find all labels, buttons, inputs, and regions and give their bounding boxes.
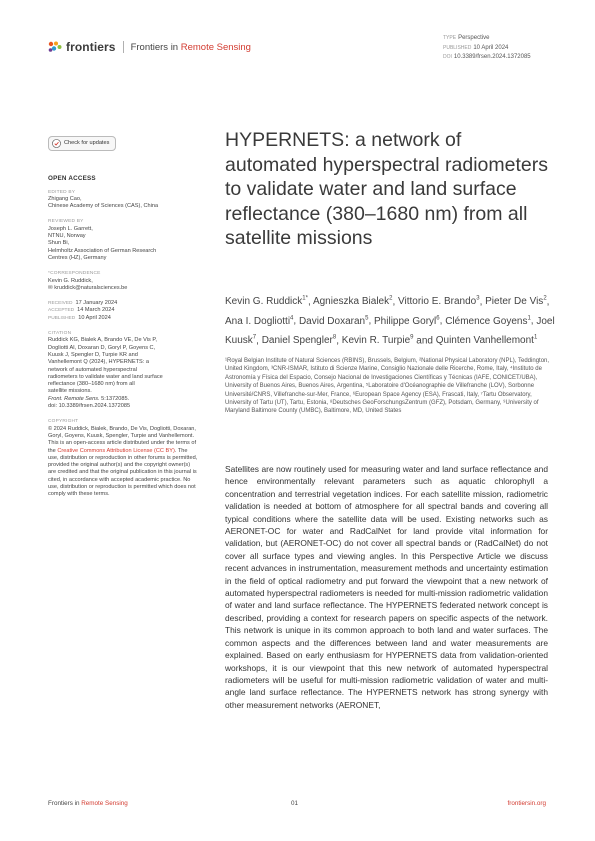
page-number: 01 xyxy=(291,800,299,807)
author-name: Clémence Goyens xyxy=(445,315,528,327)
journal-prefix: Frontiers in xyxy=(130,41,181,53)
citation-line: network of automated hyperspectral xyxy=(48,366,137,373)
reviewer-name: Shun Bi, xyxy=(48,240,70,247)
edited-by xyxy=(48,196,198,211)
author-name: Daniel Spengler xyxy=(261,334,333,346)
affiliations: ¹Royal Belgian Institute of Natural Sciences (RBINS), Brussels, Belgium, ²National Physical Laboratory (NPL), Teddington, United Kingdom, ³CNR-ISMAR, Istituto di Scienze Marine, Consiglio Nazionale delle Ricerche, Rome, Italy, ⁴Instituto de Astronomía y Física del Espacio, Consejo Nacional de Investigaciones Científicas y Técnicas (IAFE, CONICET/UBA), University of Buenos Aires, Buenos Aires, Argentina, ⁵Laboratoire d'Océanographie de Villefranche (LOV), Sorbonne Université/CNRS, Villefranche-sur-Mer, France, ⁶European Space Agency (ESA), Frascati, Italy, ⁷Tartu Observatory, University of Tartu (UT), Tartu, Estonia, ⁸Deutsches GeoForschungsZentrum (GFZ), Potsdam, Germany, ⁹University of Maryland Baltimore County (UMBC), Baltimore, MD, United States xyxy=(225,358,550,415)
frontiers-logo-icon xyxy=(48,41,62,53)
citation-label: CITATION xyxy=(48,331,72,337)
reviewer-affiliation: Centres (HZ), Germany xyxy=(48,254,107,261)
author-affiliation-marker: 1* xyxy=(302,296,308,302)
reviewer-affiliation: Helmholtz Association of German Research xyxy=(48,247,157,254)
copyright-text xyxy=(48,426,198,499)
edited-by-label: EDITED BY xyxy=(48,189,76,195)
abstract: Satellites are now routinely used for measuring water and land surface reflectance and hence environmentally relevant parameters such as aquatic chlorophyll a concentration and terrestrial vegetation indices. For each satellite mission, radiometric validation is needed at bottom of atmosphere for all spectral bands and covering all typical conditions where the satellite data will be used. Existing networks such as AERONET-OC for water and RadCalNet for land provide vital information for validation, but (AERONET-OC) do not cover all spectral bands or (RadCalNet) do not cover all surface types and viewing angles. In this Perspective Article we discuss recent advances in instrumentation, measurement methods and uncertainty estimation in the field of optical radiometry and put forward the viewpoint that a new network of automated hyperspectral radiometers is needed for multi-mission radiometric validation of water and land surface reflectance. The HYPERNETS federated network concept is described, providing a context for research papers on specific aspects of the network. This network is unique in its common approach to both land and water surfaces. The common aspects and the differences between land and water measurements are explained. Based on early enthusiasm for HYPERNETS data from validation-oriented workshops, it is our viewpoint that this new network of automated hyperspectral radiometers will be useful for multi-mission radiometric validation of water and multi-angle land surface reflectance. The HYPERNETS network has strong synergy with other measurement networks (AERONET, xyxy=(225,464,548,710)
article-title: HYPERNETS: a network of automated hyperspectral radiometers to validate water and land surface reflectance (380–1680 nm) from all satellite missions xyxy=(225,129,548,249)
copyright-part: © 2024 Ruddick, Bialek, Brando, De Vis, Dogliotti, Doxaran, Goryl, Goyens, Kuusk, Spengler, Turpie and Vanhellemont. This is an open-access article distributed under the terms of the xyxy=(48,425,196,454)
editor-affiliation: Chinese Academy of Sciences (CAS), China xyxy=(48,203,159,210)
reviewer-name: Joseph L. Garrett, xyxy=(48,225,93,232)
correspondence xyxy=(48,278,198,293)
reviewed-by-label: REVIEWED BY xyxy=(48,219,84,225)
publisher-logo[interactable] xyxy=(48,40,251,54)
citation-line: Vanhellemont Q (2024), HYPERNETS: a xyxy=(48,359,149,366)
accepted-label: ACCEPTED xyxy=(48,308,75,314)
accepted-date: 14 March 2024 xyxy=(77,307,115,314)
citation-journal: Front. Remote Sens. xyxy=(48,395,100,402)
citation-line: reflectance (380–1680 nm) from all xyxy=(48,381,135,388)
author[interactable] xyxy=(485,296,547,307)
author-name: Ana I. Dogliotti xyxy=(225,315,291,327)
citation-line: Ruddick KG, Bialek A, Brando VE, De Vis P, xyxy=(48,337,157,344)
citation xyxy=(48,337,198,410)
author[interactable] xyxy=(342,335,414,346)
copyright-part: . The use, distribution or reproduction in other forums is permitted, provided the original author(s) and the copyright owner(s) are credited and that the original publication in this journal is cited, in accordance with accepted academic practice. No use, distribution or reproduction is permitted which does not comply with these terms. xyxy=(48,447,198,498)
correspondence-email-link[interactable]: ✉ kruddick@naturalsciences.be xyxy=(48,284,128,291)
author[interactable] xyxy=(225,296,308,307)
author-affiliation-marker: 1 xyxy=(533,334,538,341)
check-updates-icon xyxy=(52,139,61,148)
meta-type xyxy=(443,34,531,44)
author-name: Kevin R. Turpie xyxy=(341,334,411,346)
author[interactable] xyxy=(374,316,440,327)
footer-journal[interactable] xyxy=(48,800,128,807)
author[interactable] xyxy=(299,316,369,327)
received-label: RECEIVED xyxy=(48,301,73,307)
check-for-updates-button[interactable] xyxy=(48,136,116,151)
meta-doi-label: DOI xyxy=(443,54,452,60)
author[interactable] xyxy=(313,296,393,307)
published-date: 10 April 2024 xyxy=(78,314,111,321)
editor-name: Zhigang Cao, xyxy=(48,195,82,202)
meta-published-value: 10 April 2024 xyxy=(473,44,509,51)
meta-type-label: TYPE xyxy=(443,35,457,41)
meta-doi-link[interactable]: 10.3389/frsen.2024.1372085 xyxy=(453,54,531,60)
author-affiliation-marker: 3 xyxy=(476,296,480,302)
author[interactable] xyxy=(445,316,531,327)
meta-type-value: Perspective xyxy=(458,35,490,41)
meta-doi xyxy=(443,53,531,63)
correspondence-name: Kevin G. Ruddick, xyxy=(48,277,93,284)
author-name: Joel Kuusk xyxy=(225,315,555,346)
published-label: PUBLISHED xyxy=(48,315,76,321)
author-name: Quinten Vanhellemont xyxy=(435,334,534,346)
author[interactable] xyxy=(398,296,480,307)
meta-published-label: PUBLISHED xyxy=(443,44,472,51)
journal-title-accent: Remote Sensing xyxy=(180,41,251,53)
author-name: Philippe Goryl xyxy=(374,315,437,327)
author-name: Agnieszka Bialek xyxy=(312,296,390,308)
author-affiliation-marker: 2 xyxy=(543,296,547,302)
author[interactable] xyxy=(436,335,538,346)
author-affiliation-marker: 1 xyxy=(527,315,531,322)
author[interactable] xyxy=(225,316,293,327)
correspondence-label: *CORRESPONDENCE xyxy=(48,271,101,277)
author-affiliation-marker: 4 xyxy=(290,315,294,322)
logo-text: frontiers xyxy=(66,40,116,54)
citation-journal-line xyxy=(48,396,198,403)
citation-line: satellite missions. xyxy=(48,388,92,395)
citation-volume: 5:1372085. xyxy=(99,395,130,402)
author-affiliation-marker: 2 xyxy=(389,296,393,302)
author[interactable] xyxy=(262,335,337,346)
check-updates-label: Check for updates xyxy=(64,139,110,146)
reviewer-affiliation: NTNU, Norway xyxy=(48,233,86,240)
citation-doi-link[interactable]: doi: 10.3389/frsen.2024.1372085 xyxy=(48,403,131,410)
journal-name xyxy=(131,42,251,53)
page-header xyxy=(0,0,595,80)
citation-line: Kuusk J, Spengler D, Turpie KR and xyxy=(48,351,138,358)
author-affiliation-marker: 8 xyxy=(332,334,337,341)
author-name: Vittorio E. Brando xyxy=(398,296,477,308)
author-affiliation-marker: 7 xyxy=(252,334,257,341)
received-date: 17 January 2024 xyxy=(75,300,118,307)
meta-published xyxy=(443,44,531,54)
open-access-label: OPEN ACCESS xyxy=(48,175,96,183)
author-name: Kevin G. Ruddick xyxy=(225,296,303,308)
author-affiliation-marker: 9 xyxy=(410,334,414,341)
citation-line: radiometers to validate water and land surface xyxy=(48,373,163,380)
article-meta xyxy=(443,34,531,63)
citation-line: Dogliotti AI, Doxaran D, Goryl P, Goyens C, xyxy=(48,344,156,351)
article-dates xyxy=(48,300,198,322)
reviewed-by xyxy=(48,226,198,262)
footer-journal-prefix: Frontiers in xyxy=(48,800,82,807)
license-link[interactable]: Creative Commons Attribution License (CC BY) xyxy=(57,447,175,454)
author-list: Kevin G. Ruddick$^{1*}$, Agnieszka Bialek$^2$, Vittorio E. Brando$^3$, Pieter De Vis$^2$, Ana I. Dogliotti$^4$, David Doxaran$^5$, Philippe Goryl$^6$, Clémence Goyens$^1$, Joel Kuusk$^7$, Daniel Spengler$^8$, Kevin R. Turpie$^9$ and Quinten Vanhellemont$^1$ xyxy=(225,296,555,346)
copyright-label: COPYRIGHT xyxy=(48,419,79,425)
left-sidebar xyxy=(48,136,198,499)
author-name: Pieter De Vis xyxy=(485,296,544,308)
logo-divider xyxy=(123,41,124,53)
author-name: David Doxaran xyxy=(298,315,366,327)
footer-website-link[interactable]: frontiersin.org xyxy=(507,800,546,807)
footer-journal-accent: Remote Sensing xyxy=(81,800,128,807)
author-affiliation-marker: 6 xyxy=(436,315,440,322)
author-affiliation-marker: 5 xyxy=(365,315,369,322)
